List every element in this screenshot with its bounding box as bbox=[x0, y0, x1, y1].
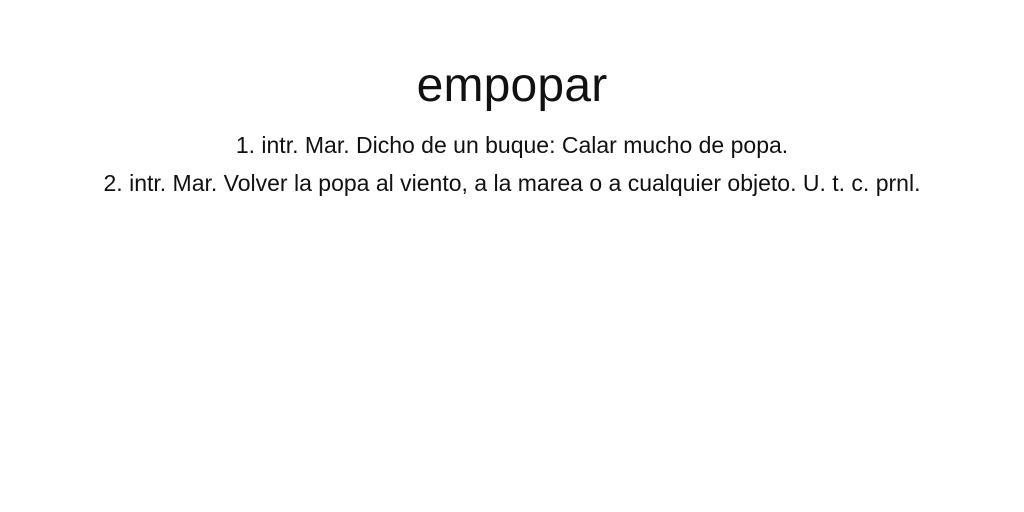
headword: empopar bbox=[416, 59, 608, 112]
definition-item: 1. intr. Mar. Dicho de un buque: Calar mucho de popa. bbox=[235, 132, 789, 158]
definition-list bbox=[92, 126, 932, 202]
definition-item: 2. intr. Mar. Volver la popa al viento, a la marea o a cualquier objeto. U. t. c. prnl. bbox=[103, 170, 921, 196]
